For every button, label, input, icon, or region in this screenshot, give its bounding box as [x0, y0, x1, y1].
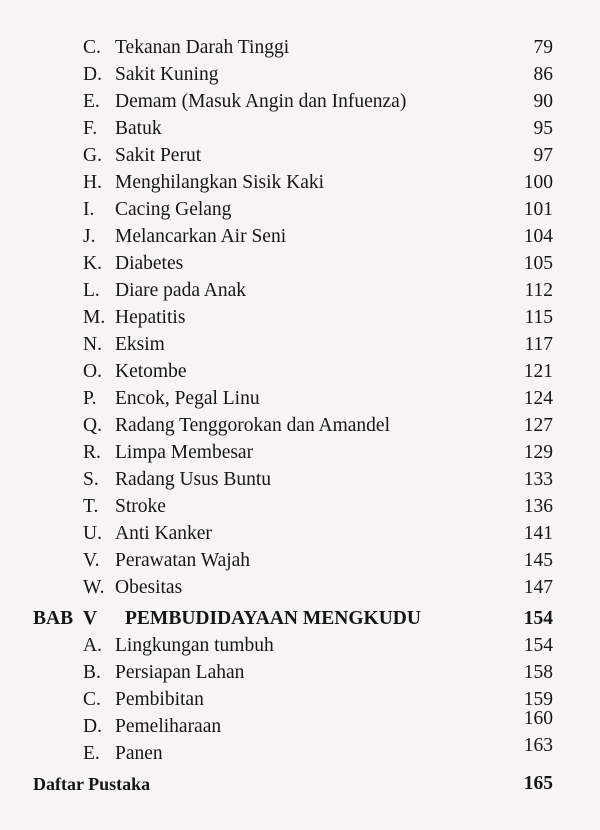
- toc-entry: [0, 278, 600, 304]
- toc-entry: [0, 687, 600, 713]
- toc-entry: [0, 251, 600, 277]
- entry-page: 133: [523, 469, 553, 490]
- toc-entry: [0, 197, 600, 223]
- chapter-code: BAB: [33, 608, 74, 629]
- entry-title: Hepatitis: [115, 307, 186, 328]
- entry-page: 95: [533, 118, 553, 139]
- entry-title: Stroke: [115, 496, 166, 517]
- entry-title: Lingkungan tumbuh: [115, 635, 274, 656]
- entry-title: Pembibitan: [115, 689, 204, 710]
- toc-entry: [0, 467, 600, 493]
- toc-entry: [0, 332, 600, 358]
- toc-entry: [0, 386, 600, 412]
- entry-title: Radang Usus Buntu: [115, 469, 271, 490]
- entry-page: 163: [523, 735, 553, 756]
- entry-title: Ketombe: [115, 361, 187, 382]
- toc-entry: [0, 548, 600, 574]
- entry-page: 104: [523, 226, 553, 247]
- entry-page: 145: [523, 550, 553, 571]
- toc-entry: [0, 633, 600, 659]
- entry-letter: R.: [83, 442, 101, 463]
- entry-letter: H.: [83, 172, 102, 193]
- chapter-heading: [0, 606, 600, 632]
- toc-entry: [0, 305, 600, 331]
- entry-page: 79: [533, 37, 553, 58]
- entry-title: Tekanan Darah Tinggi: [115, 37, 290, 58]
- entry-page: 100: [523, 172, 553, 193]
- entry-page: 160: [523, 708, 553, 729]
- entry-page: 124: [523, 388, 553, 409]
- entry-letter: W.: [83, 577, 105, 598]
- entry-letter: K.: [83, 253, 102, 274]
- entry-letter: C.: [83, 689, 101, 710]
- entry-title: Melancarkan Air Seni: [115, 226, 287, 247]
- entry-page: 97: [533, 145, 553, 166]
- chapter-page: 154: [523, 608, 553, 629]
- entry-letter: J.: [83, 226, 96, 247]
- entry-title: Anti Kanker: [115, 523, 212, 544]
- entry-title: Pemeliharaan: [115, 716, 222, 737]
- entry-title: Batuk: [115, 118, 162, 139]
- chapter-number: V: [83, 608, 98, 629]
- entry-letter: U.: [83, 523, 102, 544]
- toc-entry: [0, 224, 600, 250]
- entry-title: Sakit Perut: [115, 145, 202, 166]
- entry-letter: O.: [83, 361, 102, 382]
- toc-entry: [0, 35, 600, 61]
- entry-letter: N.: [83, 334, 102, 355]
- entry-page: 112: [524, 280, 553, 301]
- entry-page: 154: [523, 635, 553, 656]
- entry-page: 141: [523, 523, 553, 544]
- entry-page: 147: [523, 577, 553, 598]
- entry-title: Eksim: [115, 334, 165, 355]
- entry-page: 105: [523, 253, 553, 274]
- toc-entry: [0, 735, 600, 767]
- bibliography-page: 165: [523, 773, 553, 794]
- entry-page: 136: [523, 496, 553, 517]
- toc-entry: [0, 660, 600, 686]
- entry-letter: T.: [83, 496, 99, 517]
- entry-page: 121: [523, 361, 553, 382]
- entry-letter: F.: [83, 118, 98, 139]
- entry-letter: I.: [83, 199, 95, 220]
- entry-page: 159: [523, 689, 553, 710]
- toc-entry: [0, 143, 600, 169]
- toc-entry: [0, 359, 600, 385]
- entry-letter: M.: [83, 307, 106, 328]
- toc-entry: [0, 170, 600, 196]
- entry-title: Panen: [115, 743, 163, 764]
- entry-page: 90: [533, 91, 553, 112]
- entry-letter: D.: [83, 716, 102, 737]
- entry-letter: P.: [83, 388, 97, 409]
- entry-page: 117: [524, 334, 553, 355]
- entry-title: Perawatan Wajah: [115, 550, 251, 571]
- toc-entry: [0, 494, 600, 520]
- entry-title: Cacing Gelang: [115, 199, 232, 220]
- toc-entry: [0, 440, 600, 466]
- entry-page: 115: [524, 307, 553, 328]
- toc-entry: [0, 116, 600, 142]
- entry-letter: V.: [83, 550, 100, 571]
- toc-entry: [0, 62, 600, 88]
- entry-title: Diare pada Anak: [115, 280, 247, 301]
- entry-letter: A.: [83, 635, 102, 656]
- toc-entry: [0, 89, 600, 115]
- entry-title: Limpa Membesar: [115, 442, 254, 463]
- chapter-title: PEMBUDIDAYAAN MENGKUDU: [125, 608, 421, 629]
- toc-entry: [0, 575, 600, 601]
- bibliography-title: Daftar Pustaka: [33, 774, 151, 794]
- entry-letter: Q.: [83, 415, 102, 436]
- bibliography-entry: [0, 771, 600, 797]
- entry-page: 86: [533, 64, 553, 85]
- entry-title: Menghilangkan Sisik Kaki: [115, 172, 325, 193]
- entry-letter: L.: [83, 280, 100, 301]
- entry-title: Encok, Pegal Linu: [115, 388, 260, 409]
- entry-letter: S.: [83, 469, 99, 490]
- entry-letter: B.: [83, 662, 101, 683]
- entry-page: 101: [523, 199, 553, 220]
- entry-letter: C.: [83, 37, 101, 58]
- entry-page: 129: [523, 442, 553, 463]
- entry-letter: E.: [83, 91, 100, 112]
- entry-title: Demam (Masuk Angin dan Infuenza): [115, 91, 407, 112]
- toc-entry: [0, 521, 600, 547]
- entry-letter: E.: [83, 743, 100, 764]
- entry-title: Obesitas: [115, 577, 183, 598]
- entry-letter: D.: [83, 64, 102, 85]
- toc-entry: [0, 413, 600, 439]
- entry-title: Diabetes: [115, 253, 184, 274]
- entry-title: Persiapan Lahan: [115, 662, 245, 683]
- entry-title: Sakit Kuning: [115, 64, 219, 85]
- toc-entry: [0, 708, 600, 740]
- entry-title: Radang Tenggorokan dan Amandel: [115, 415, 390, 436]
- entry-page: 127: [523, 415, 553, 436]
- entry-letter: G.: [83, 145, 102, 166]
- entry-page: 158: [523, 662, 553, 683]
